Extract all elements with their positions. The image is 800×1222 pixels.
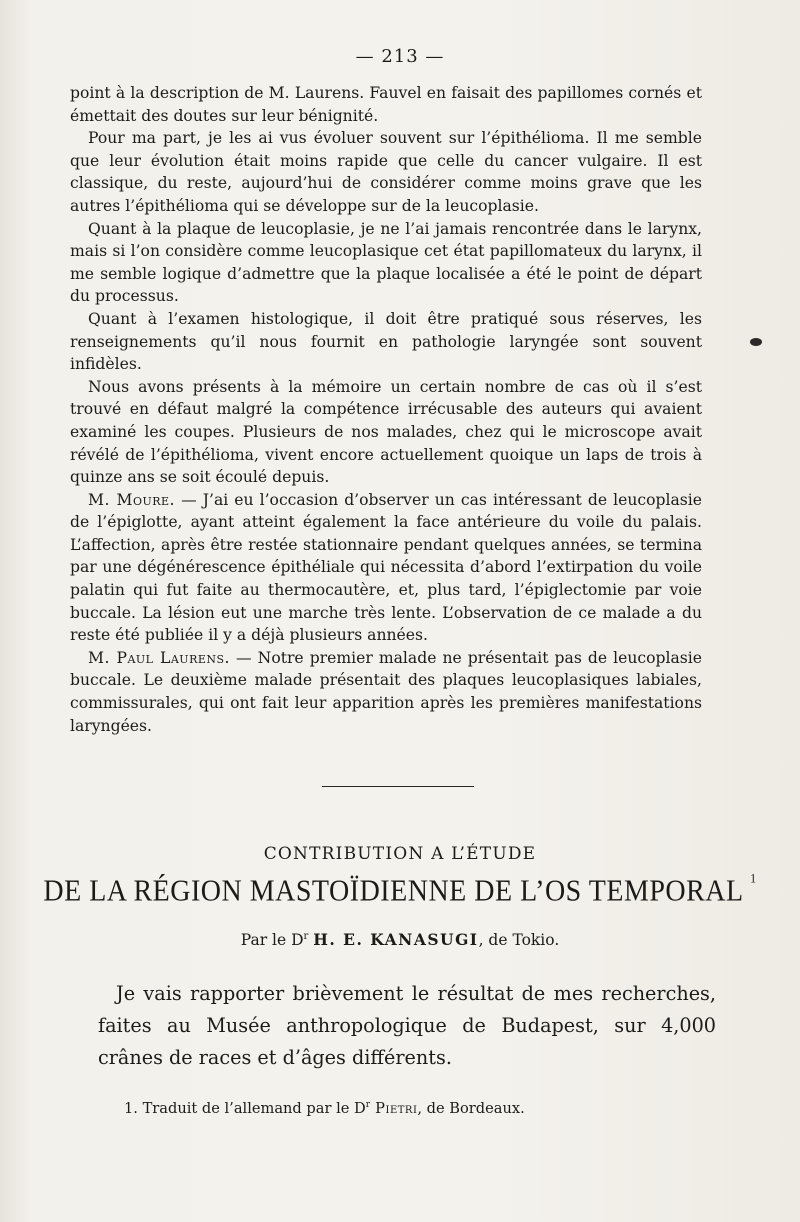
paragraph: Quant à l’examen histologique, il doit être pratiqué sous réserves, les renseignements qu’il nous fournit en pathologie laryngée sont souvent infidèles.	[70, 309, 702, 374]
footnote-sup: r	[365, 1100, 371, 1111]
ink-speck	[750, 338, 762, 346]
footnote	[124, 1100, 704, 1117]
paragraph: Pour ma part, je les ai vus évoluer souvent sur l’épithélioma. Il me semble que leur évolution était moins rapide que celle du cancer vulgaire. Il est classique, du reste, aujourd’hui de considérer comme moins grave que les autres l’épithélioma qui se développe sur de la leucoplasie.	[70, 129, 702, 215]
article-title	[0, 870, 800, 910]
speaker-name: M. Paul Laurens.	[88, 648, 231, 667]
footnote-text: Traduit de l’allemand par le D	[137, 1100, 366, 1117]
page-number: — 213 —	[355, 46, 445, 67]
article-lead	[98, 978, 716, 1074]
speaker-paragraph	[70, 647, 702, 737]
discussion-text	[70, 82, 702, 737]
article-kicker: CONTRIBUTION A L’ÉTUDE	[263, 844, 537, 864]
section-divider	[322, 786, 474, 787]
speaker-remark: — Notre premier malade ne présentait pas de leucoplasie buccale. Le deuxième malade présentait des plaques leucoplasiques labiales, commissurales, qui ont fait leur apparition après les premières manifestations laryngées.	[70, 648, 702, 735]
paragraph: Quant à la plaque de leucoplasie, je ne l’ai jamais rencontrée dans le larynx, mais si l’on considère comme leucoplasique cet état papillomateux du larynx, il me semble logique d’admettre que la plaque localisée a été le point de départ du processus.	[70, 219, 702, 306]
byline-sup: r	[303, 930, 309, 942]
footnote-marker: 1	[750, 870, 757, 886]
paragraph: Nous avons présents à la mémoire un certain nombre de cas où il s’est trouvé en défaut malgré la compétence irrécusable des auteurs qui avaient examiné les coupes. Plusieurs de nos malades, chez qui le microscope avait révélé de l’épithélioma, vivent encore actuellement quoique un laps de trois à quinze ans se soit écoulé depuis.	[70, 377, 702, 487]
lead-paragraph: Je vais rapporter brièvement le résultat de mes recherches, faites au Musée anthropologique de Budapest, sur 4,000 crânes de races et d’âges différents.	[98, 982, 716, 1069]
author-name: H. E. KANASUGI	[313, 930, 479, 949]
paragraph: point à la description de M. Laurens. Fauvel en faisait des papillomes cornés et émettait des doutes sur leur bénignité.	[70, 84, 702, 125]
speaker-paragraph	[70, 489, 702, 647]
footnote-text-end: , de Bordeaux.	[417, 1100, 525, 1117]
footnote-number: 1.	[124, 1100, 138, 1117]
byline-suffix: , de Tokio.	[478, 931, 560, 949]
speaker-remark: — J’ai eu l’occasion d’observer un cas intéressant de leucoplasie de l’épiglotte, ayant atteint également la face antérieure du voile du palais. L’affection, après être restée stationnaire pendant quelques années, se termina par une dégénérescence épithéliale qui nécessita d’abord l’extirpation du voile palatin qui fut faite au thermocautère, et, plus tard, l’épiglectomie par voie buccale. La lésion eut une marche très lente. L’observation de ce malade a du reste été publiée il y a déjà plusieurs années.	[70, 490, 702, 645]
translator-name: Pietri	[370, 1100, 418, 1117]
byline	[0, 930, 800, 949]
byline-prefix: Par le D	[240, 931, 304, 949]
speaker-name: M. Moure.	[88, 490, 176, 509]
article-title-text: DE LA RÉGION MASTOÏDIENNE DE L’OS TEMPORAL	[43, 874, 743, 909]
